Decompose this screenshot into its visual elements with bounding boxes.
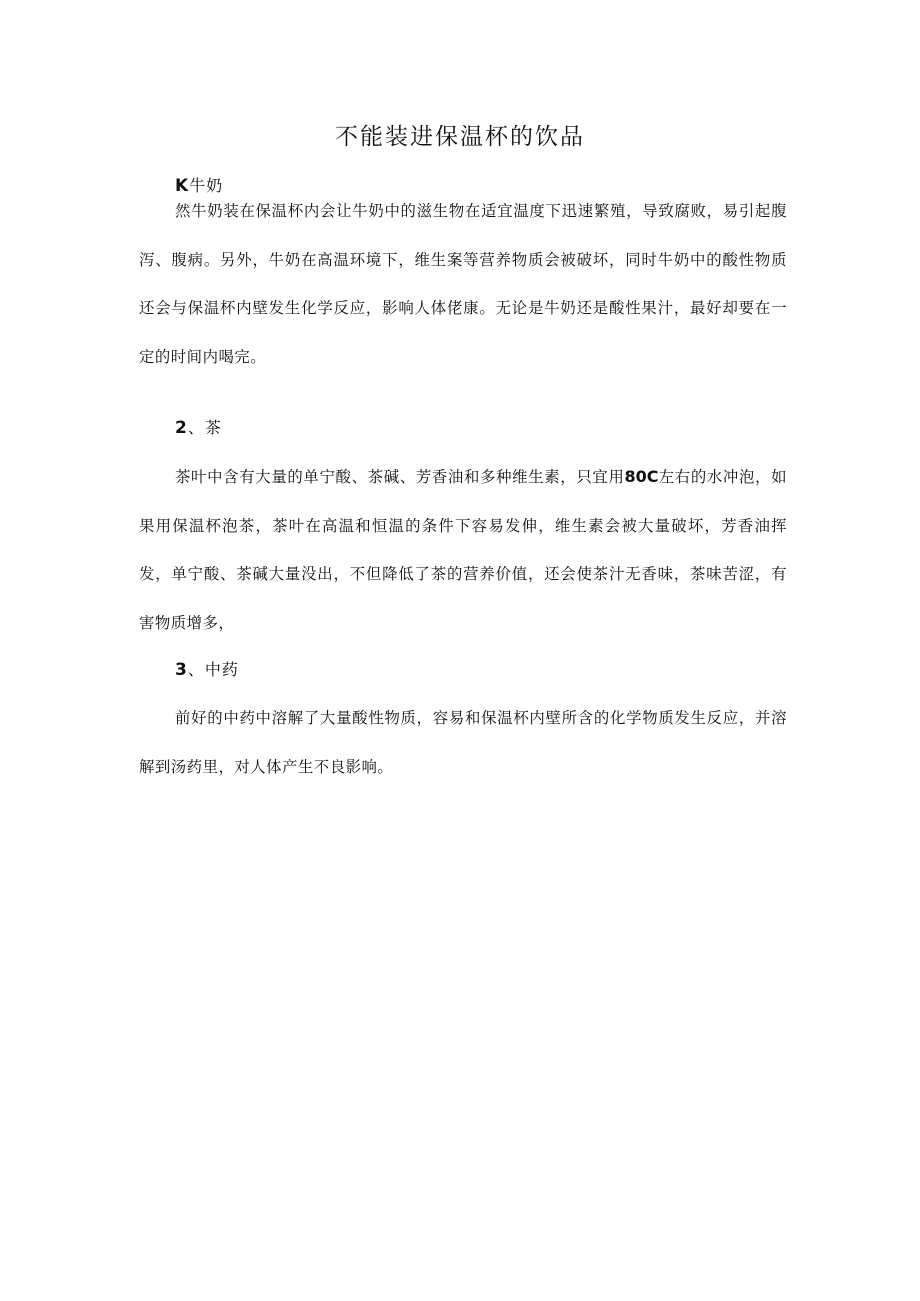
- section-number: 3: [175, 660, 188, 680]
- section-paragraph-milk: 然牛奶装在保温杯内会让牛奶中的滋生物在适宜温度下迅速繁殖，导致腐败，易引起腹泻、腹病。另外，牛奶在高温环境下，维生案等营养物质会被破坏，同时牛奶中的酸性物质还会与保温杯内壁发生化学反应，影响人体佬康。无论是牛奶还是酸性果汁，最好却要在一定的时间内喝完。: [139, 202, 787, 366]
- document-title: 不能装进保温杯的饮品: [335, 124, 585, 150]
- section-heading-tea: [175, 416, 222, 440]
- section-number: K: [175, 176, 190, 196]
- temperature-value: 80C: [624, 467, 659, 486]
- paragraph-text: 茶叶中含有大量的单宁酸、茶碱、芳香油和多种维生素，只宜用: [175, 468, 625, 486]
- section-paragraph-tea: [139, 453, 787, 647]
- section-heading-text: 牛奶: [189, 176, 224, 195]
- section-heading-text: 、茶: [187, 418, 222, 437]
- section-heading-text: 、中药: [187, 660, 239, 679]
- section-heading-medicine: [175, 658, 239, 682]
- paragraph-text: 左右的水冲泡，如果用保温杯泡茶，茶叶在高温和恒温的条件下容易发伸，维生素会被大量破坏，芳香油挥发，单宁酸、茶碱大量没出，不但降低了茶的营养价值，还会使茶汁无香味，茶味苦涩，有害物质增多，: [139, 468, 787, 632]
- section-paragraph-medicine: 前好的中药中溶解了大量酸性物质，容易和保温杯内壁所含的化学物质发生反应，并溶解到汤药里，对人体产生不良影响。: [139, 709, 787, 776]
- section-number: 2: [175, 418, 188, 438]
